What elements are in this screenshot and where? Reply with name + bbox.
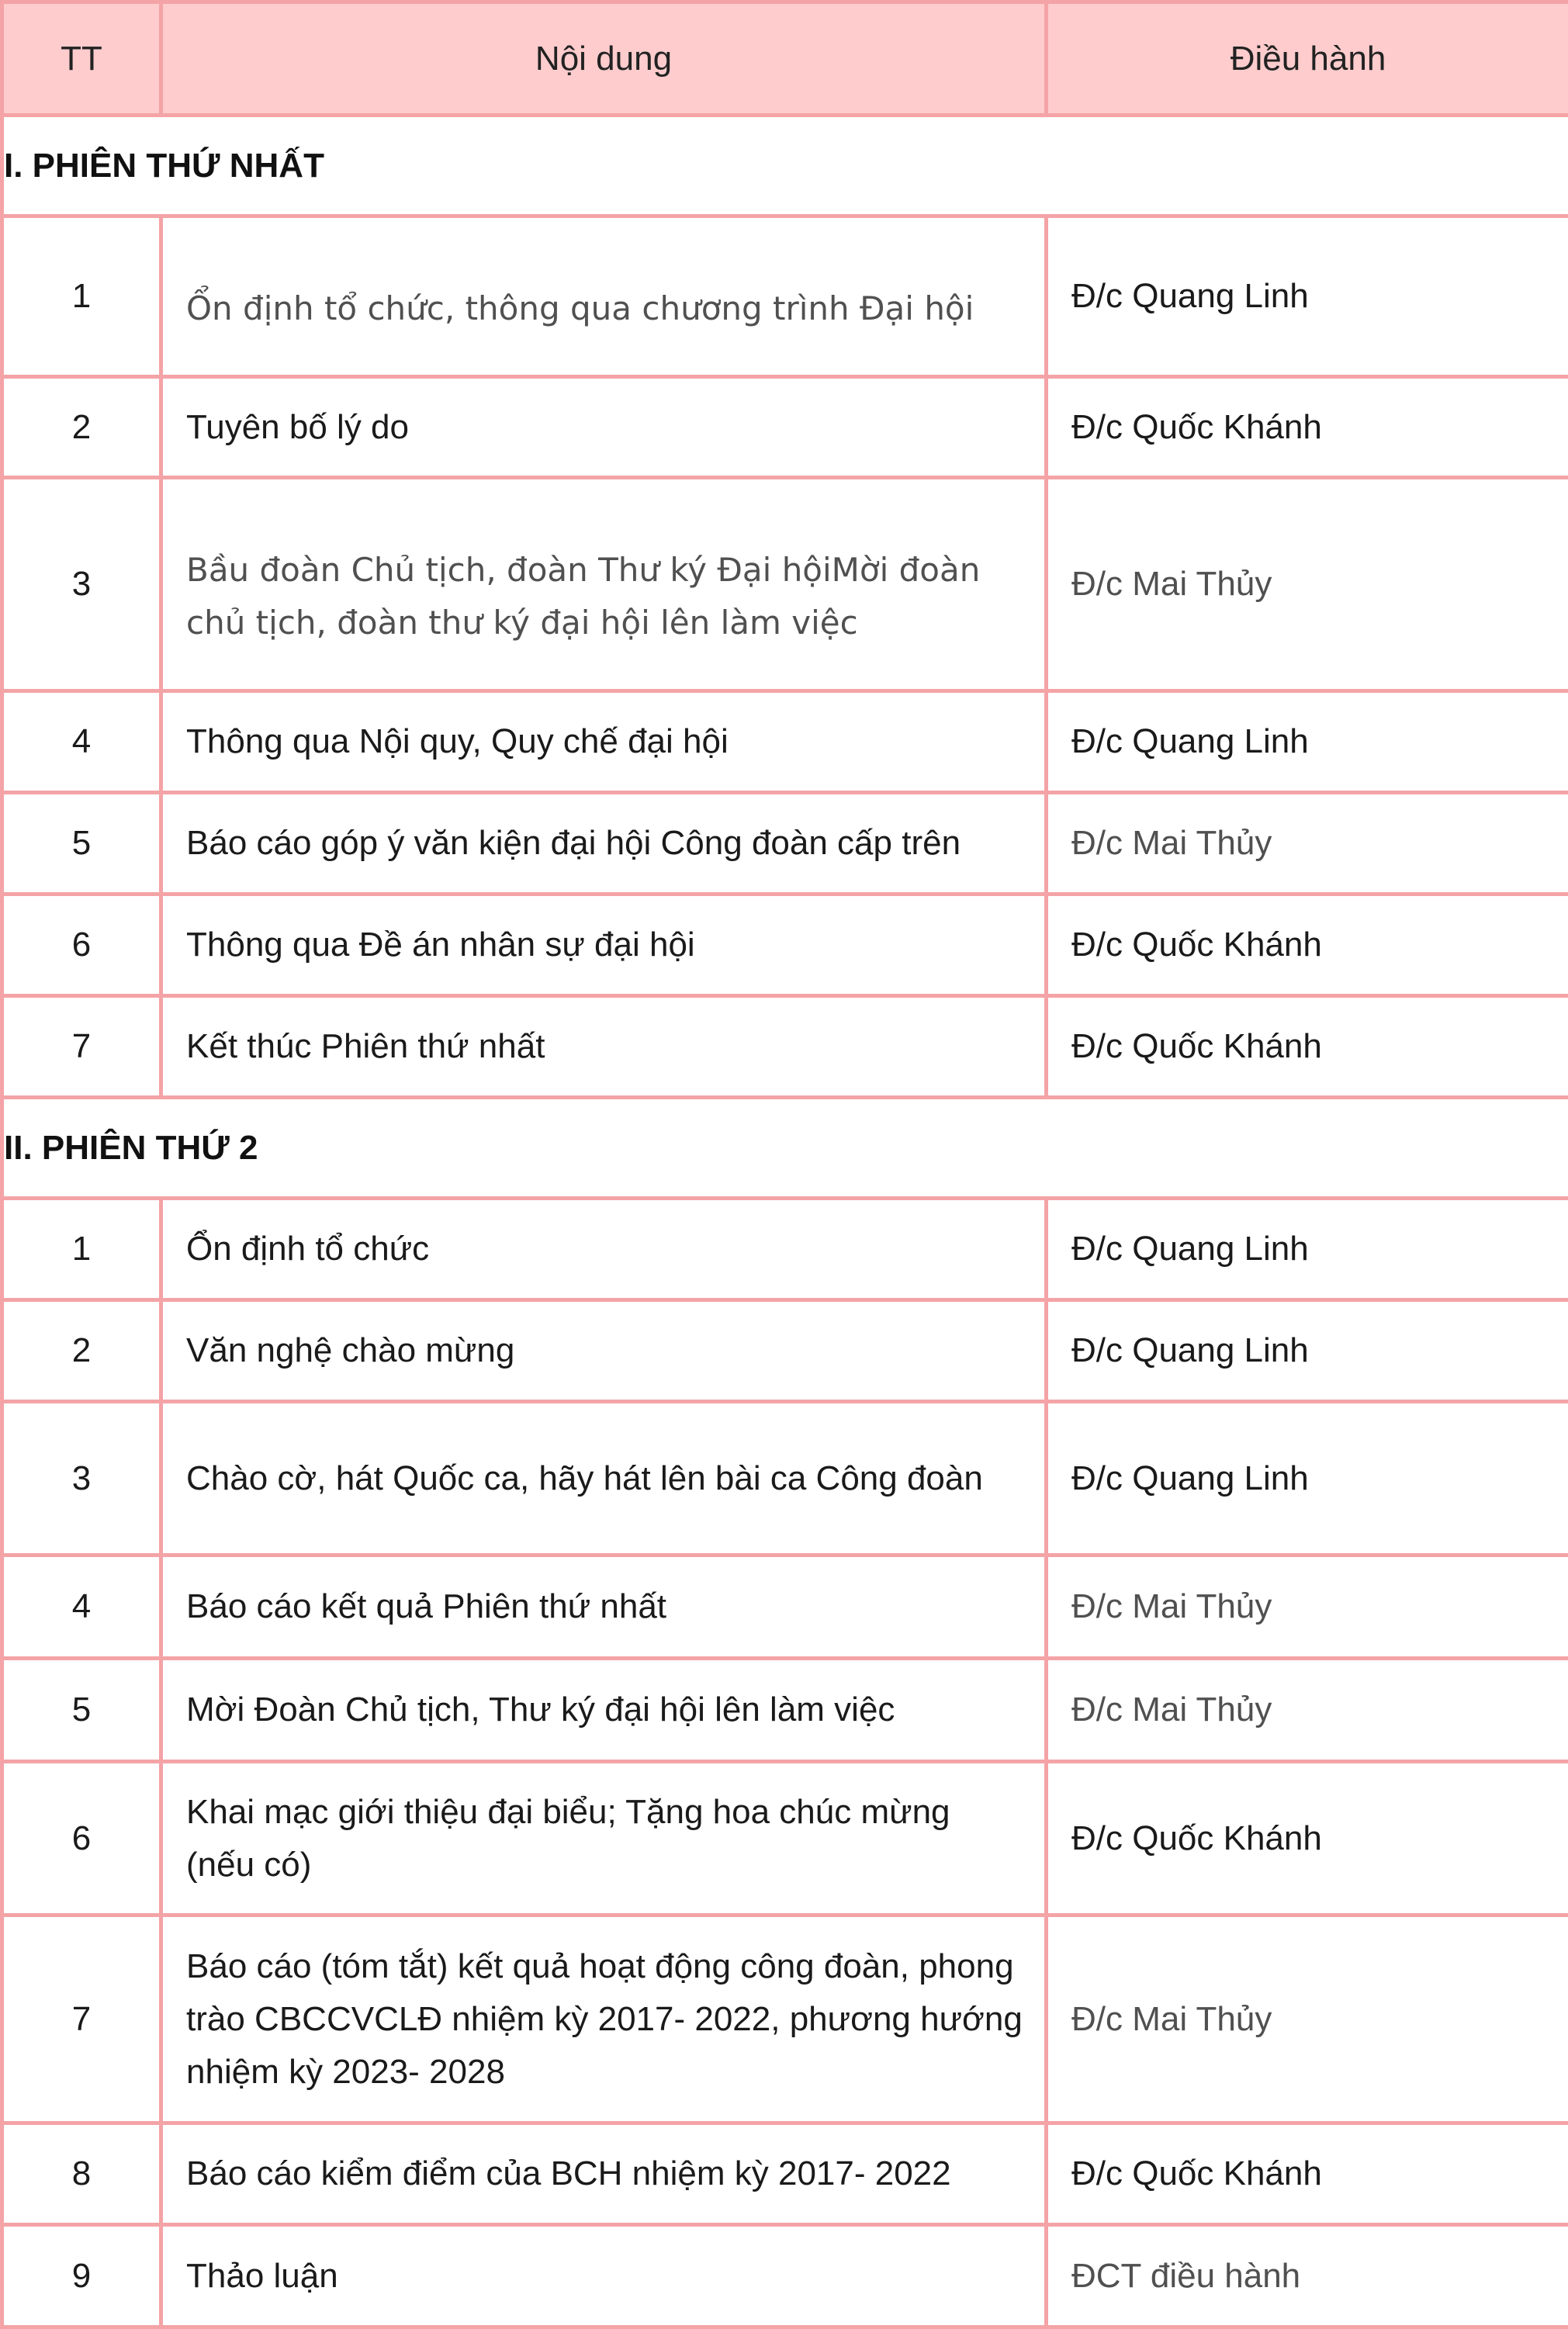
row-executor: Đ/c Mai Thủy xyxy=(1047,793,1568,895)
row-executor: Đ/c Quang Linh xyxy=(1047,216,1568,377)
table-row xyxy=(2,1199,1568,1300)
row-content: Báo cáo kiểm điểm của BCH nhiệm kỳ 2017- 2022 xyxy=(161,2123,1047,2225)
row-number: 7 xyxy=(2,996,161,1098)
table-row xyxy=(2,1300,1568,1402)
row-executor: Đ/c Quốc Khánh xyxy=(1047,996,1568,1098)
table-row xyxy=(2,1402,1568,1556)
row-executor: Đ/c Quang Linh xyxy=(1047,691,1568,793)
section-row-2 xyxy=(2,1098,1568,1199)
row-executor: Đ/c Quốc Khánh xyxy=(1047,377,1568,478)
table-row xyxy=(2,1659,1568,1762)
row-content: Khai mạc giới thiệu đại biểu; Tặng hoa chúc mừng (nếu có) xyxy=(161,1762,1047,1915)
row-content: Thông qua Nội quy, Quy chế đại hội xyxy=(161,691,1047,793)
table-row xyxy=(2,478,1568,691)
row-executor: Đ/c Quốc Khánh xyxy=(1047,2123,1568,2225)
section-row-1 xyxy=(2,116,1568,216)
row-number: 4 xyxy=(2,691,161,793)
row-number: 9 xyxy=(2,2225,161,2327)
table-row xyxy=(2,216,1568,377)
row-number: 6 xyxy=(2,895,161,996)
row-executor: Đ/c Mai Thủy xyxy=(1047,1915,1568,2123)
row-content: Ổn định tổ chức, thông qua chương trình Đại hội xyxy=(161,216,1047,377)
table-row xyxy=(2,793,1568,895)
table-header-row xyxy=(2,2,1568,116)
row-number: 2 xyxy=(2,377,161,478)
row-executor: Đ/c Quốc Khánh xyxy=(1047,1762,1568,1915)
row-executor: Đ/c Quang Linh xyxy=(1047,1300,1568,1402)
row-number: 7 xyxy=(2,1915,161,2123)
row-executor: Đ/c Quốc Khánh xyxy=(1047,895,1568,996)
row-number: 2 xyxy=(2,1300,161,1402)
row-executor: ĐCT điều hành xyxy=(1047,2225,1568,2327)
row-content: Ổn định tổ chức xyxy=(161,1199,1047,1300)
section-title: II. PHIÊN THỨ 2 xyxy=(2,1098,1568,1199)
row-number: 4 xyxy=(2,1556,161,1659)
row-executor: Đ/c Mai Thủy xyxy=(1047,1556,1568,1659)
row-content: Báo cáo góp ý văn kiện đại hội Công đoàn cấp trên xyxy=(161,793,1047,895)
row-executor: Đ/c Mai Thủy xyxy=(1047,478,1568,691)
table-row xyxy=(2,1762,1568,1915)
row-content: Kết thúc Phiên thứ nhất xyxy=(161,996,1047,1098)
table-row xyxy=(2,1556,1568,1659)
row-number: 3 xyxy=(2,478,161,691)
row-content: Chào cờ, hát Quốc ca, hãy hát lên bài ca Công đoàn xyxy=(161,1402,1047,1556)
row-number: 5 xyxy=(2,793,161,895)
header-content: Nội dung xyxy=(161,2,1047,116)
table-row xyxy=(2,996,1568,1098)
row-content: Báo cáo kết quả Phiên thứ nhất xyxy=(161,1556,1047,1659)
table-row xyxy=(2,377,1568,478)
row-content: Tuyên bố lý do xyxy=(161,377,1047,478)
table-row xyxy=(2,895,1568,996)
row-content: Mời Đoàn Chủ tịch, Thư ký đại hội lên làm việc xyxy=(161,1659,1047,1762)
header-tt: TT xyxy=(2,2,161,116)
row-number: 3 xyxy=(2,1402,161,1556)
row-content: Thảo luận xyxy=(161,2225,1047,2327)
row-content: Văn nghệ chào mừng xyxy=(161,1300,1047,1402)
row-number: 1 xyxy=(2,1199,161,1300)
table-row xyxy=(2,2225,1568,2327)
row-executor: Đ/c Quang Linh xyxy=(1047,1199,1568,1300)
row-number: 5 xyxy=(2,1659,161,1762)
table-row xyxy=(2,691,1568,793)
row-number: 1 xyxy=(2,216,161,377)
row-content: Báo cáo (tóm tắt) kết quả hoạt động công đoàn, phong trào CBCCVCLĐ nhiệm kỳ 2017- 2022, phương hướng nhiệm kỳ 2023- 2028 xyxy=(161,1915,1047,2123)
table-row xyxy=(2,2123,1568,2225)
row-executor: Đ/c Quang Linh xyxy=(1047,1402,1568,1556)
header-executor: Điều hành xyxy=(1047,2,1568,116)
row-content: Bầu đoàn Chủ tịch, đoàn Thư ký Đại hộiMời đoàn chủ tịch, đoàn thư ký đại hội lên làm việc xyxy=(161,478,1047,691)
section-title: I. PHIÊN THỨ NHẤT xyxy=(2,116,1568,216)
table-row xyxy=(2,1915,1568,2123)
row-executor: Đ/c Mai Thủy xyxy=(1047,1659,1568,1762)
row-number: 6 xyxy=(2,1762,161,1915)
row-number: 8 xyxy=(2,2123,161,2225)
row-content: Thông qua Đề án nhân sự đại hội xyxy=(161,895,1047,996)
